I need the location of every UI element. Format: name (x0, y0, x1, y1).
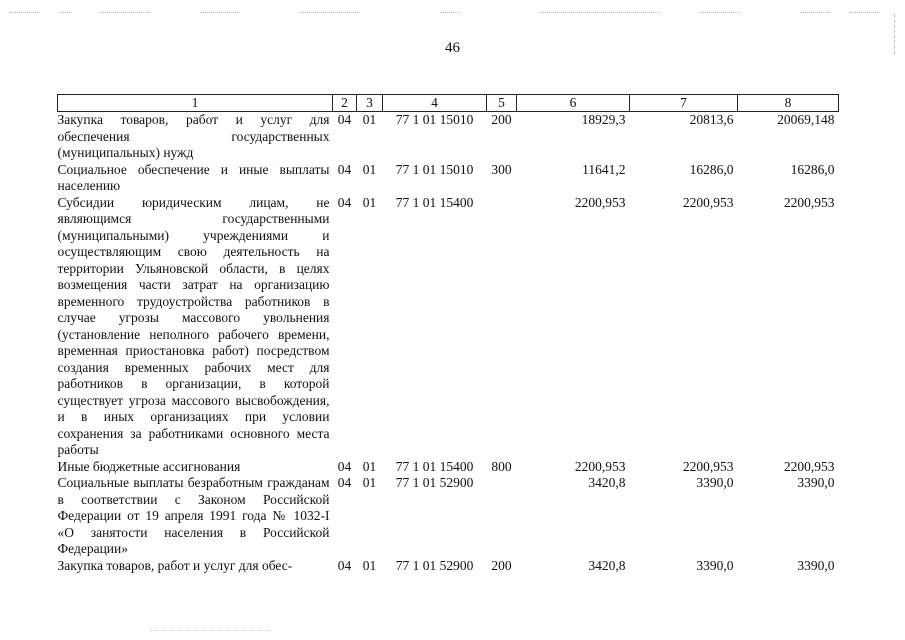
table-row (58, 459, 839, 476)
column-header-5: 5 (487, 95, 517, 112)
row-subsection: 01 (362, 112, 377, 127)
row-name: Закупка товаров, работ и услуг для обес- (57, 557, 293, 573)
row-amount-7: 20813,6 (689, 112, 734, 127)
row-name: Закупка товаров, работ и услуг для обеспечения государственных (муниципальных) нужд (57, 112, 330, 160)
row-subsection: 01 (362, 458, 377, 474)
row-section: 04 (337, 112, 352, 127)
column-header-2: 2 (333, 95, 357, 112)
row-target-code: 77 1 01 15400 (395, 458, 474, 474)
column-header-7: 7 (630, 95, 738, 112)
row-expense-type: 200 (491, 557, 512, 573)
table-row (58, 558, 839, 575)
column-header-1: 1 (58, 95, 333, 112)
row-amount-6: 11641,2 (582, 161, 626, 177)
row-target-code: 77 1 01 15400 (395, 194, 474, 210)
row-amount-8: 2200,953 (783, 194, 835, 210)
row-expense-type: 800 (491, 458, 512, 474)
row-expense-type: 200 (491, 112, 512, 127)
scan-artifact-bottom (150, 630, 270, 632)
row-amount-8: 16286,0 (790, 161, 835, 177)
row-amount-8: 3390,0 (797, 475, 835, 490)
row-expense-type (487, 195, 517, 459)
row-target-code: 77 1 01 15010 (395, 161, 474, 177)
row-name: Социальные выплаты безработным гражданам в соответствии с Законом Российской Федерации от 19 апреля 1991 года № 1032-I «О занятости населения в Российской Федерации» (57, 475, 330, 556)
row-expense-type (487, 475, 517, 558)
row-amount-6: 2200,953 (574, 194, 626, 210)
row-amount-7: 3390,0 (696, 475, 734, 490)
row-amount-7: 3390,0 (696, 557, 734, 573)
row-section: 04 (337, 458, 352, 474)
row-name: Субсидии юридическим лицам, не являющимся государственными (муниципальными) учреждениями и осуществляющим свою деятельность на территории Ульяновской области, в целях возмещения части затрат на организацию временного трудоустройства работников в случае угрозы массового увольнения (установление неполного рабочего времени, временная приостановка работ) посредством создания временных рабочих мест для работников в организации, в которой существует угроза массового высвобождения, и в иных организациях при условии сохранения за работниками основного места работы (57, 194, 330, 457)
row-subsection: 01 (362, 194, 377, 210)
row-amount-6: 2200,953 (574, 458, 626, 474)
row-target-code: 77 1 01 52900 (395, 557, 474, 573)
page-number: 46 (445, 40, 460, 56)
row-target-code: 77 1 01 52900 (395, 475, 474, 490)
row-amount-6: 18929,3 (581, 112, 626, 127)
row-subsection: 01 (362, 161, 377, 177)
row-subsection: 01 (362, 557, 377, 573)
row-section: 04 (337, 161, 352, 177)
scan-artifacts (0, 12, 905, 14)
row-amount-6: 3420,8 (588, 557, 626, 573)
row-amount-8: 3390,0 (797, 557, 835, 573)
row-amount-8: 2200,953 (783, 458, 835, 474)
row-name: Социальное обеспечение и иные выплаты населению (57, 161, 330, 193)
row-section: 04 (337, 557, 352, 573)
row-target-code: 77 1 01 15010 (395, 112, 474, 127)
row-amount-8: 20069,148 (777, 112, 835, 127)
column-header-8: 8 (738, 95, 839, 112)
header-row (58, 95, 839, 112)
column-header-3: 3 (357, 95, 383, 112)
row-section: 04 (337, 194, 352, 210)
row-subsection: 01 (362, 475, 377, 490)
row-section: 04 (337, 475, 352, 490)
table-row (58, 475, 839, 558)
column-header-6: 6 (517, 95, 630, 112)
row-amount-7: 2200,953 (682, 194, 734, 210)
row-name: Иные бюджетные ассигнования (57, 458, 241, 474)
table-row (58, 112, 839, 162)
row-amount-6: 3420,8 (588, 475, 626, 490)
row-expense-type: 300 (491, 161, 512, 177)
table-row (58, 195, 839, 459)
row-amount-7: 16286,0 (689, 161, 734, 177)
table-row (58, 162, 839, 195)
row-amount-7: 2200,953 (682, 458, 734, 474)
budget-table (57, 94, 839, 574)
column-header-4: 4 (383, 95, 487, 112)
